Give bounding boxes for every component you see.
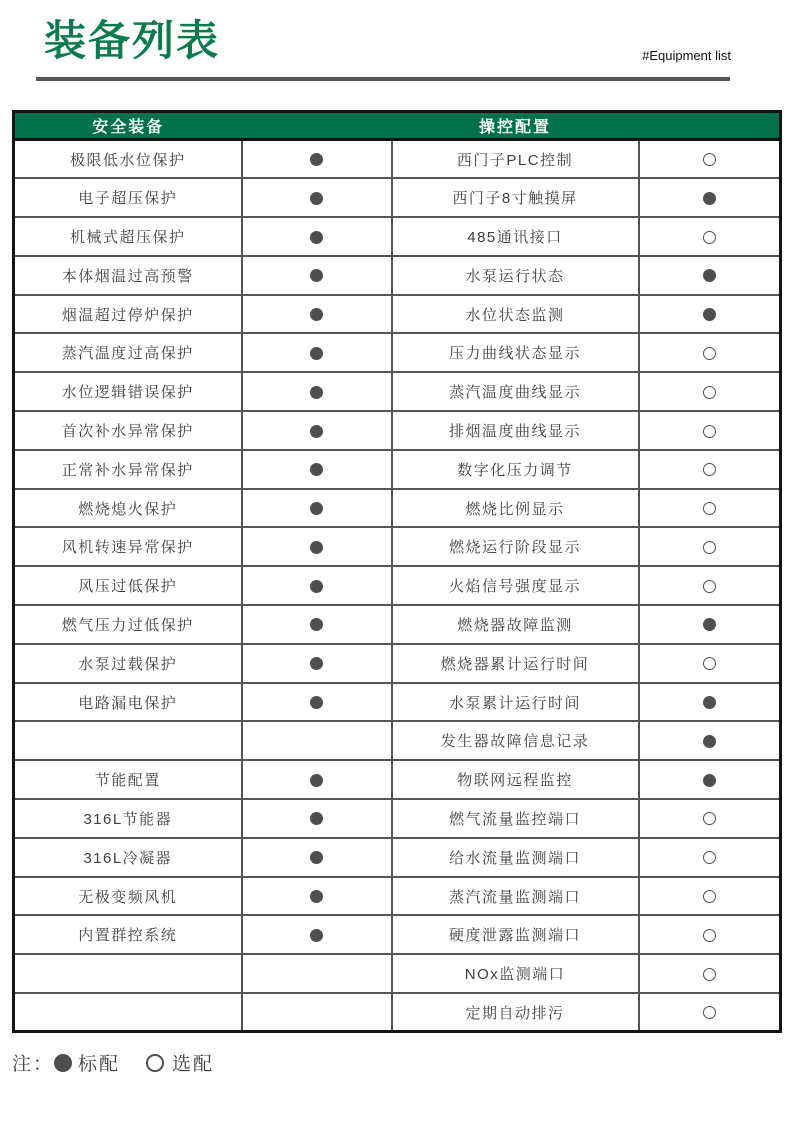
safety-availability-cell (242, 450, 392, 489)
safety-equipment-name-cell (14, 993, 242, 1032)
control-equipment-name-cell: 蒸汽温度曲线显示 (392, 372, 639, 411)
standard-dot-icon (310, 502, 323, 515)
standard-dot-icon (703, 735, 716, 748)
page-title: 装备列表 (44, 17, 221, 64)
control-availability-cell (639, 295, 781, 334)
standard-dot-icon (310, 580, 323, 593)
control-availability-cell (639, 372, 781, 411)
control-availability-cell (639, 489, 781, 528)
control-equipment-name-cell: 燃烧比例显示 (392, 489, 639, 528)
table-row (14, 954, 781, 993)
safety-availability-cell (242, 838, 392, 877)
optional-dot-icon (703, 1006, 716, 1019)
control-availability-cell (639, 178, 781, 217)
optional-dot-icon (703, 968, 716, 981)
standard-dot-icon (310, 929, 323, 942)
control-equipment-name-cell: 数字化压力调节 (392, 450, 639, 489)
control-equipment-name-cell: 燃气流量监控端口 (392, 799, 639, 838)
safety-equipment-name-cell: 首次补水异常保护 (14, 411, 242, 450)
safety-availability-cell (242, 411, 392, 450)
safety-equipment-name-cell: 燃气压力过低保护 (14, 605, 242, 644)
table-row (14, 140, 781, 179)
standard-dot-icon (54, 1054, 72, 1072)
control-availability-cell (639, 527, 781, 566)
standard-dot-icon (703, 618, 716, 631)
safety-availability-cell (242, 256, 392, 295)
safety-availability-cell (242, 333, 392, 372)
optional-dot-icon (703, 851, 716, 864)
safety-equipment-name-cell: 蒸汽温度过高保护 (14, 333, 242, 372)
control-equipment-name-cell: 燃烧运行阶段显示 (392, 527, 639, 566)
table-row (14, 450, 781, 489)
control-availability-cell (639, 140, 781, 179)
table-row (14, 256, 781, 295)
optional-dot-icon (703, 812, 716, 825)
control-availability-cell (639, 605, 781, 644)
control-equipment-name-cell: 蒸汽流量监测端口 (392, 877, 639, 916)
control-equipment-name-cell: 西门子PLC控制 (392, 140, 639, 179)
optional-dot-icon (703, 890, 716, 903)
standard-dot-icon (310, 308, 323, 321)
control-equipment-name-cell: 燃烧器累计运行时间 (392, 644, 639, 683)
table-row (14, 372, 781, 411)
table-row (14, 566, 781, 605)
table-header-row (14, 112, 781, 140)
table-row (14, 721, 781, 760)
optional-dot-icon (703, 580, 716, 593)
safety-availability-cell (242, 877, 392, 916)
safety-availability-cell (242, 566, 392, 605)
standard-dot-icon (310, 696, 323, 709)
column-header-safety-equipment: 安全装备 (14, 112, 242, 140)
table-row (14, 178, 781, 217)
safety-equipment-name-cell: 烟温超过停炉保护 (14, 295, 242, 334)
equipment-table (12, 110, 782, 1033)
safety-equipment-name-cell: 风压过低保护 (14, 566, 242, 605)
standard-dot-icon (703, 192, 716, 205)
safety-equipment-name-cell: 316L节能器 (14, 799, 242, 838)
standard-dot-icon (703, 696, 716, 709)
control-availability-cell (639, 333, 781, 372)
safety-availability-cell (242, 954, 392, 993)
safety-availability-cell (242, 683, 392, 722)
safety-availability-cell (242, 721, 392, 760)
safety-equipment-name-cell: 无极变频风机 (14, 877, 242, 916)
control-availability-cell (639, 411, 781, 450)
safety-availability-cell (242, 217, 392, 256)
table-row (14, 333, 781, 372)
safety-equipment-name-cell: 风机转速异常保护 (14, 527, 242, 566)
safety-equipment-name-cell: 内置群控系统 (14, 915, 242, 954)
safety-equipment-name-cell: 极限低水位保护 (14, 140, 242, 179)
safety-equipment-name-cell: 节能配置 (14, 760, 242, 799)
control-equipment-name-cell: 物联网远程监控 (392, 760, 639, 799)
control-equipment-name-cell: 水泵累计运行时间 (392, 683, 639, 722)
table-row (14, 295, 781, 334)
safety-equipment-name-cell (14, 954, 242, 993)
safety-availability-cell (242, 489, 392, 528)
table-row (14, 799, 781, 838)
standard-dot-icon (703, 308, 716, 321)
column-header-spacer (242, 112, 392, 140)
table-row (14, 760, 781, 799)
control-availability-cell (639, 721, 781, 760)
safety-equipment-name-cell: 燃烧熄火保护 (14, 489, 242, 528)
safety-equipment-name-cell (14, 721, 242, 760)
control-equipment-name-cell: 排烟温度曲线显示 (392, 411, 639, 450)
safety-equipment-name-cell: 水位逻辑错误保护 (14, 372, 242, 411)
table-row (14, 683, 781, 722)
control-availability-cell (639, 450, 781, 489)
control-equipment-name-cell: 定期自动排污 (392, 993, 639, 1032)
control-availability-cell (639, 217, 781, 256)
safety-availability-cell (242, 915, 392, 954)
safety-availability-cell (242, 140, 392, 179)
optional-dot-icon (703, 657, 716, 670)
optional-dot-icon (703, 386, 716, 399)
standard-dot-icon (310, 812, 323, 825)
safety-equipment-name-cell: 电子超压保护 (14, 178, 242, 217)
control-availability-cell (639, 760, 781, 799)
standard-dot-icon (310, 774, 323, 787)
standard-dot-icon (310, 657, 323, 670)
optional-dot-icon (703, 347, 716, 360)
control-availability-cell (639, 954, 781, 993)
standard-dot-icon (703, 774, 716, 787)
control-equipment-name-cell: 西门子8寸触摸屏 (392, 178, 639, 217)
title-underline (36, 77, 730, 81)
legend-note (12, 1049, 214, 1076)
safety-availability-cell (242, 372, 392, 411)
standard-dot-icon (310, 231, 323, 244)
safety-equipment-name-cell: 正常补水异常保护 (14, 450, 242, 489)
optional-dot-icon (703, 541, 716, 554)
safety-equipment-name-cell: 电路漏电保护 (14, 683, 242, 722)
safety-availability-cell (242, 760, 392, 799)
safety-availability-cell (242, 605, 392, 644)
control-equipment-name-cell: 燃烧器故障监测 (392, 605, 639, 644)
table-row (14, 838, 781, 877)
safety-equipment-name-cell: 316L冷凝器 (14, 838, 242, 877)
control-equipment-name-cell: 485通讯接口 (392, 217, 639, 256)
control-availability-cell (639, 993, 781, 1032)
standard-dot-icon (310, 386, 323, 399)
standard-dot-icon (310, 347, 323, 360)
control-equipment-name-cell: 硬度泄露监测端口 (392, 915, 639, 954)
standard-dot-icon (703, 269, 716, 282)
standard-dot-icon (310, 269, 323, 282)
column-header-spacer (639, 112, 781, 140)
optional-dot-icon (703, 929, 716, 942)
control-equipment-name-cell: 给水流量监测端口 (392, 838, 639, 877)
control-availability-cell (639, 799, 781, 838)
safety-availability-cell (242, 295, 392, 334)
control-equipment-name-cell: 水泵运行状态 (392, 256, 639, 295)
legend-optional-label: 选配 (172, 1054, 215, 1075)
table-row (14, 489, 781, 528)
standard-dot-icon (310, 153, 323, 166)
table-row (14, 644, 781, 683)
control-availability-cell (639, 877, 781, 916)
table-row (14, 877, 781, 916)
safety-availability-cell (242, 644, 392, 683)
control-availability-cell (639, 644, 781, 683)
optional-dot-icon (703, 425, 716, 438)
standard-dot-icon (310, 851, 323, 864)
table-row (14, 993, 781, 1032)
control-availability-cell (639, 683, 781, 722)
safety-equipment-name-cell: 机械式超压保护 (14, 217, 242, 256)
standard-dot-icon (310, 463, 323, 476)
safety-availability-cell (242, 993, 392, 1032)
optional-dot-icon (703, 463, 716, 476)
control-equipment-name-cell: 火焰信号强度显示 (392, 566, 639, 605)
control-availability-cell (639, 915, 781, 954)
table-row (14, 605, 781, 644)
standard-dot-icon (310, 541, 323, 554)
control-availability-cell (639, 566, 781, 605)
table-header (14, 112, 781, 140)
table-row (14, 915, 781, 954)
optional-dot-icon (146, 1054, 164, 1072)
optional-dot-icon (703, 153, 716, 166)
column-header-control-configuration: 操控配置 (392, 112, 639, 140)
control-availability-cell (639, 838, 781, 877)
safety-availability-cell (242, 527, 392, 566)
table-row (14, 411, 781, 450)
standard-dot-icon (310, 192, 323, 205)
optional-dot-icon (703, 502, 716, 515)
page-subtitle: #Equipment list (642, 48, 731, 63)
safety-equipment-name-cell: 水泵过载保护 (14, 644, 242, 683)
table-body (14, 140, 781, 1032)
legend-prefix: 注： (12, 1054, 55, 1075)
control-availability-cell (639, 256, 781, 295)
safety-availability-cell (242, 178, 392, 217)
control-equipment-name-cell: 发生器故障信息记录 (392, 721, 639, 760)
control-equipment-name-cell: NOx监测端口 (392, 954, 639, 993)
control-equipment-name-cell: 压力曲线状态显示 (392, 333, 639, 372)
standard-dot-icon (310, 425, 323, 438)
safety-equipment-name-cell: 本体烟温过高预警 (14, 256, 242, 295)
standard-dot-icon (310, 618, 323, 631)
control-equipment-name-cell: 水位状态监测 (392, 295, 639, 334)
table-row (14, 217, 781, 256)
legend-standard-label: 标配 (78, 1054, 121, 1075)
table-row (14, 527, 781, 566)
optional-dot-icon (703, 231, 716, 244)
safety-availability-cell (242, 799, 392, 838)
standard-dot-icon (310, 890, 323, 903)
